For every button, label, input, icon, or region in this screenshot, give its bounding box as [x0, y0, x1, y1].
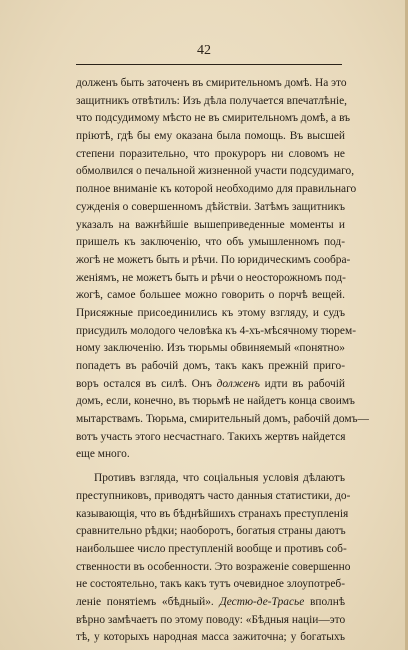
line-tail: вполнѣ — [310, 595, 345, 608]
text-line: домъ, если, конечно, въ тюрьмѣ не найдетъ конца своимъ — [76, 395, 355, 408]
page-number: 42 — [197, 43, 211, 58]
text-line: вотъ участь этого несчастнаго. Такихъ жертвъ найдется — [76, 430, 346, 443]
header-rule — [76, 64, 342, 65]
text-line: присудилъ молодого человѣка къ 4-хъ-мѣсячному тюрем- — [76, 324, 356, 337]
paragraph-2 — [76, 470, 351, 647]
text-line: ственности въ особенности. Это возраженіе совершенно — [76, 560, 351, 573]
text-line: Противъ взгляда, что соціальныя условія дѣлаютъ — [94, 472, 345, 485]
text-line: полное вниманіе къ которой необходимо для правильнаго — [76, 183, 357, 196]
text-line: тѣ, у которыхъ народная масса зажиточна; у богатыхъ — [76, 631, 345, 644]
text-line: мытарствамъ. Тюрьма, смирительный домъ, рабочій домъ— — [76, 413, 369, 426]
text-line: ному заключенію. Изъ тюрьмы обвиняемый «понятно» — [76, 342, 345, 355]
text-line: указалъ на важнѣйшіе вышеприведенные моменты и — [76, 218, 345, 231]
text-line: еще много. — [76, 448, 130, 461]
text-line: преступниковъ, приводятъ часто данныя статистики, до- — [76, 489, 351, 502]
line-lead: воръ остался въ силѣ. Онъ — [76, 377, 212, 390]
text-line: казывающія, что въ бѣднѣйшихъ странахъ преступленія — [76, 507, 349, 520]
text-line: жогѣ не можетъ быть и рѣчи. По юридическимъ сообра- — [76, 253, 351, 266]
text-line: попадетъ въ рабочій домъ, такъ какъ прежній приго- — [76, 360, 345, 372]
text-line: наибольшее число преступленій вообще и противъ соб- — [76, 542, 347, 555]
text-line: долженъ быть заточенъ въ смирительномъ домѣ. На это — [76, 77, 347, 89]
text-line-with-italic — [76, 376, 345, 394]
text-line: не состоятельно, такъ какъ тутъ очевидное злоупотреб- — [76, 578, 345, 591]
italic-emphasis: долженъ — [216, 377, 260, 390]
paragraph-1 — [76, 75, 369, 464]
text-line: пріютѣ, гдѣ бы ему оказана была помощь. Въ высшей — [76, 130, 345, 143]
text-line: сравнительно рѣдки; наоборотъ, богатыя страны даютъ — [76, 525, 346, 538]
body-text — [76, 75, 369, 647]
text-line: вѣрно замѣчаетъ по этому поводу: «Бѣдныя націи—это — [76, 613, 346, 626]
italic-author-name: Дестю-де-Трасье — [219, 595, 305, 608]
text-line: что подсудимому мѣсто не въ смирительномъ домѣ, а въ — [76, 112, 351, 125]
text-line: пришелъ къ заключенію, что объ умышленномъ под- — [76, 236, 345, 249]
line-lead: леніе понятіемъ «бѣдный». — [76, 595, 214, 608]
text-line: сужденія о совершенномъ дѣйствіи. Затѣмъ защитникъ — [76, 200, 345, 213]
text-line: степени поразительно, что прокуроръ ни словомъ не — [76, 147, 345, 160]
text-line: защитникъ отвѣтилъ: Изъ дѣла получается впечатлѣніе, — [76, 94, 348, 107]
text-line: жогѣ, самое большее можно говорить о порчѣ вещей. — [76, 289, 345, 302]
line-tail: идти въ рабочій — [264, 377, 345, 390]
text-line: женіямъ, не можетъ быть и рѣчи о неосторожномъ под- — [76, 271, 346, 284]
text-line: обмолвился о печальной жизненной участи подсудимаго, — [76, 165, 355, 178]
text-line: Присяжные присоединились къ этому взгляду, и судъ — [76, 306, 345, 319]
text-line-with-italic — [76, 594, 345, 612]
